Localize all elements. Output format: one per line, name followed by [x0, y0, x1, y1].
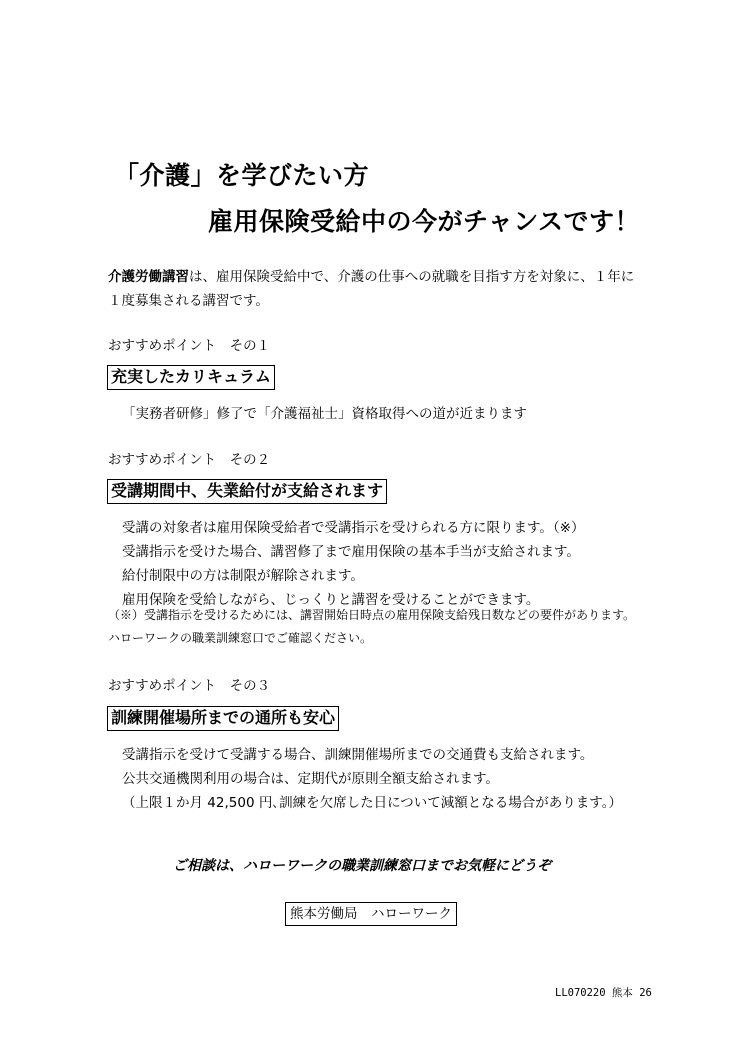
- point-1-line-1: 「実務者研修」修了で「介護福祉士」資格取得への道が近まります: [122, 406, 527, 422]
- point-2-label: おすすめポイント その２: [108, 452, 271, 468]
- document-code: LL070220 熊本 26: [555, 987, 652, 999]
- point-2-note-2: ハローワークの職業訓練窓口でご確認ください。: [108, 631, 373, 645]
- intro-line-1-text: は、雇用保険受給中で、介護の仕事への就職を目指す方を対象に、１年に: [189, 269, 635, 285]
- point-2-note-1: （※）受講指示を受けるためには、講習開始日時点の雇用保険支給残日数などの要件があります。: [108, 608, 636, 622]
- contact-message: ご相談は、ハローワークの職業訓練窓口までお気軽にどうぞ: [173, 858, 551, 874]
- point-2-line-3: 給付制限中の方は制限が解除されます。: [122, 568, 364, 584]
- point-3-line-3: （上限１か月 42,500 円､訓練を欠席した日について減額となる場合があります。）: [122, 795, 622, 811]
- point-3-line-2: 公共交通機関利用の場合は、定期代が原則全額支給されます。: [122, 771, 499, 787]
- point-2-heading: 受講期間中、失業給付が支給されます: [107, 479, 387, 504]
- point-3-line-1: 受講指示を受けて受講する場合、訓練開催場所までの交通費も支給されます。: [122, 747, 594, 763]
- office-box: 熊本労働局 ハローワーク: [285, 902, 457, 926]
- title-line-2: 雇用保険受給中の今がチャンスです！: [208, 207, 641, 236]
- intro-bold-term: 介護労働講習: [108, 269, 189, 285]
- point-3-heading: 訓練開催場所までの通所も安心: [107, 706, 339, 731]
- point-1-heading: 充実したカリキュラム: [107, 365, 275, 390]
- intro-line-1: [108, 265, 634, 285]
- title-line-1: 「介護」を学びたい方: [114, 161, 370, 190]
- point-2-line-4: 雇用保険を受給しながら、じっくりと講習を受けることができます。: [122, 592, 540, 608]
- point-3-label: おすすめポイント その３: [108, 678, 271, 694]
- point-2-line-2: 受講指示を受けた場合、講習修了まで雇用保険の基本手当が支給されます。: [122, 544, 580, 560]
- point-2-line-1: 受講の対象者は雇用保険受給者で受講指示を受けられる方に限ります。（※）: [122, 520, 585, 536]
- point-1-label: おすすめポイント その１: [108, 338, 271, 354]
- intro-line-2: １度募集される講習です。: [108, 293, 269, 309]
